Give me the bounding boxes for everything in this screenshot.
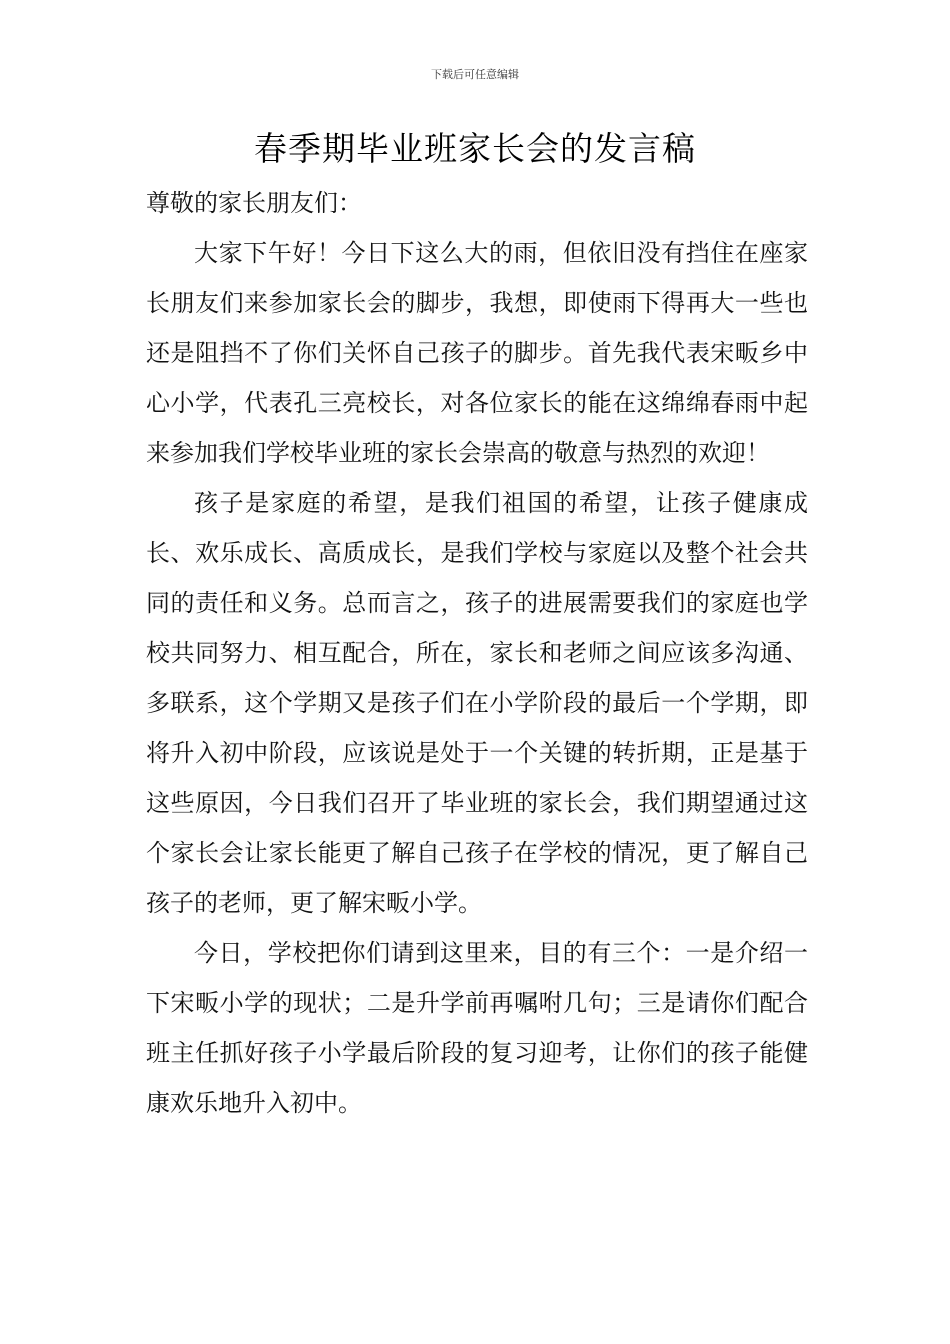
salutation: 尊敬的家长朋友们：	[146, 189, 362, 217]
paragraph-welcome: 大家下午好！今日下这么大的雨，但依旧没有挡住在座家长朋友们来参加家长会的脚步，我想，即使雨下得再大一些也还是阻挡不了你们关怀自己孩子的脚步。首先我代表宋畈乡中心小学，代表孔三亮校长，对各位家长的能在这绵绵春雨中起来参加我们学校毕业班的家长会崇高的敬意与热烈的欢迎！	[146, 239, 808, 467]
paragraph-purpose: 孩子是家庭的希望，是我们祖国的希望，让孩子健康成长、欢乐成长、高质成长，是我们学校与家庭以及整个社会共同的责任和义务。总而言之，孩子的进展需要我们的家庭也学校共同努力、相互配合，所在，家长和老师之间应该多沟通、多联系，这个学期又是孩子们在小学阶段的最后一个学期，即将升入初中阶段，应该说是处于一个关键的转折期，正是基于这些原因，今日我们召开了毕业班的家长会，我们期望通过这个家长会让家长能更了解自己孩子在学校的情况，更了解自己孩子的老师，更了解宋畈小学。	[146, 489, 808, 917]
paragraph-agenda: 今日，学校把你们请到这里来，目的有三个：一是介绍一下宋畈小学的现状；二是升学前再嘱咐几句；三是请你们配合班主任抓好孩子小学最后阶段的复习迎考，让你们的孩子能健康欢乐地升入初中。	[146, 939, 808, 1117]
document-title: 春季期毕业班家长会的发言稿	[254, 129, 696, 168]
document-body	[146, 178, 808, 1128]
header-note: 下载后可任意编辑	[431, 68, 519, 81]
